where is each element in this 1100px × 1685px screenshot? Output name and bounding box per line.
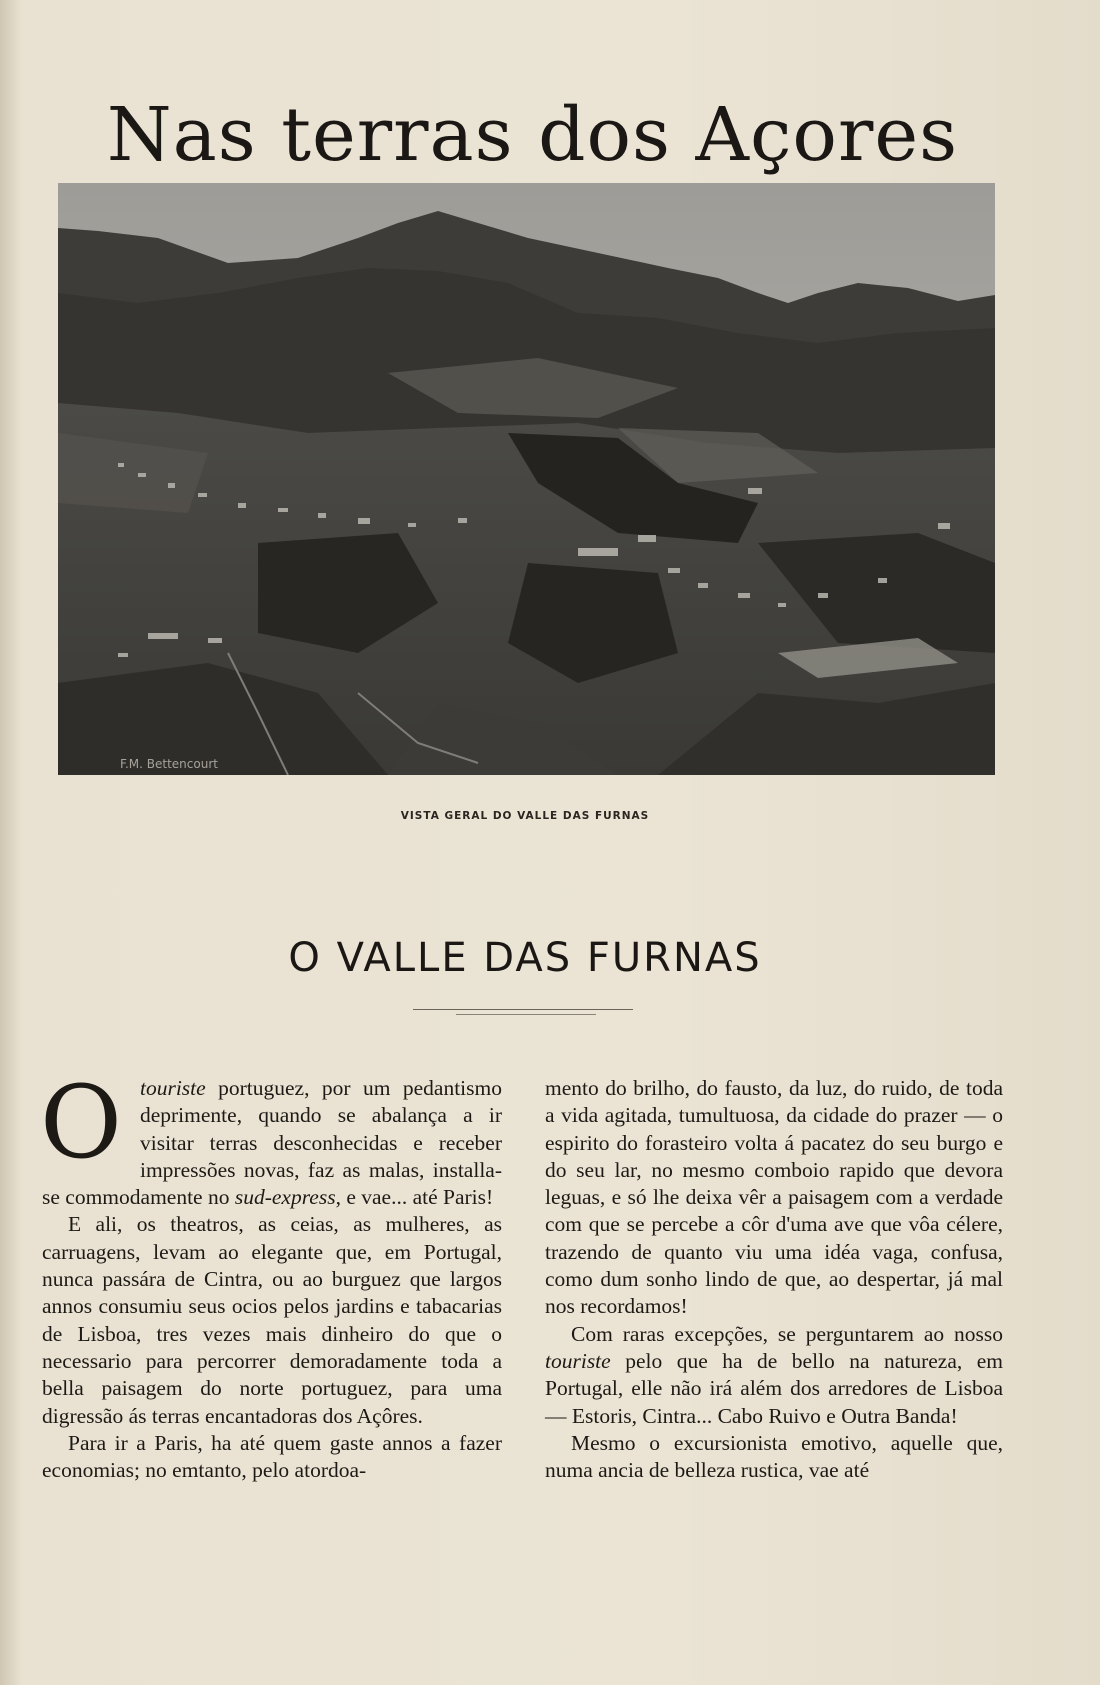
paragraph <box>40 1064 502 1211</box>
paragraph-text: Com raras excepções, se perguntarem ao nosso <box>571 1321 1003 1346</box>
paragraph <box>545 1321 1003 1430</box>
photo-caption: VISTA GERAL DO VALLE DAS FURNAS <box>400 810 650 822</box>
italic-term: sud-express <box>234 1185 336 1210</box>
italic-term: touriste <box>545 1348 611 1373</box>
paragraph: E ali, os theatros, as ceias, as mulheres, as carruagens, levam ao elegante que, em Portugal, nunca passára de Cintra, ou ao burguez que largos annos consumiu seus ocios pelos jardins e tabacarias de Lisboa, tres vezes mais dinheiro do que o necessario para percorrer demoradamente toda a bella paisagem do norte portuguez, para uma digressão ás terras encantadoras dos Açôres. <box>42 1212 502 1428</box>
paragraph-text: pelo que ha de bello na natureza, em Portugal, elle não irá além dos arredores de Lisboa — Estoris, Cintra... Cabo Ruivo e Outra Banda! <box>545 1348 1003 1428</box>
masthead-title: Nas terras dos Açores <box>106 91 959 178</box>
photographer-signature: F.M. Bettencourt <box>120 757 218 771</box>
paragraph: mento do brilho, do fausto, da luz, do ruido, de toda a vida agitada, tumultuosa, da cidade do prazer — o espirito do forasteiro volta á pacatez do seu burgo e do seu lar, no mesmo comboio rapido que devora leguas, e só lhe deixa vêr a paisagem com a verdade com que se percebe a côr d'uma ave que vôa célere, trazendo de quanto viu uma idéa vaga, confusa, como dum sonho lindo de que, ao despertar, já mal nos recordamos! <box>545 1076 1003 1319</box>
valley-landscape-image <box>58 183 995 775</box>
valley-photograph <box>58 183 995 775</box>
paragraph-text: , e vae... até Paris! <box>335 1185 494 1210</box>
drop-cap: O <box>40 1064 122 1181</box>
title-rule-lower <box>456 1014 596 1015</box>
paragraph-text: portuguez, por um pedantismo deprimente, quando se abalança a ir visitar terras desconhecidas e receber impressões novas, faz as malas, installa-se commodamente no <box>42 1076 502 1210</box>
right-column <box>545 1075 1003 1484</box>
left-column <box>40 1064 502 1484</box>
paragraph: Mesmo o excursionista emotivo, aquelle que, numa ancia de belleza rustica, vae até <box>545 1430 1003 1483</box>
italic-term: touriste <box>139 1076 206 1100</box>
paragraph: Para ir a Paris, ha até quem gaste annos a fazer economias; no emtanto, pelo atordoa- <box>42 1430 502 1483</box>
title-rule-upper <box>413 1009 633 1010</box>
article-title: O VALLE DAS FURNAS <box>288 935 762 982</box>
